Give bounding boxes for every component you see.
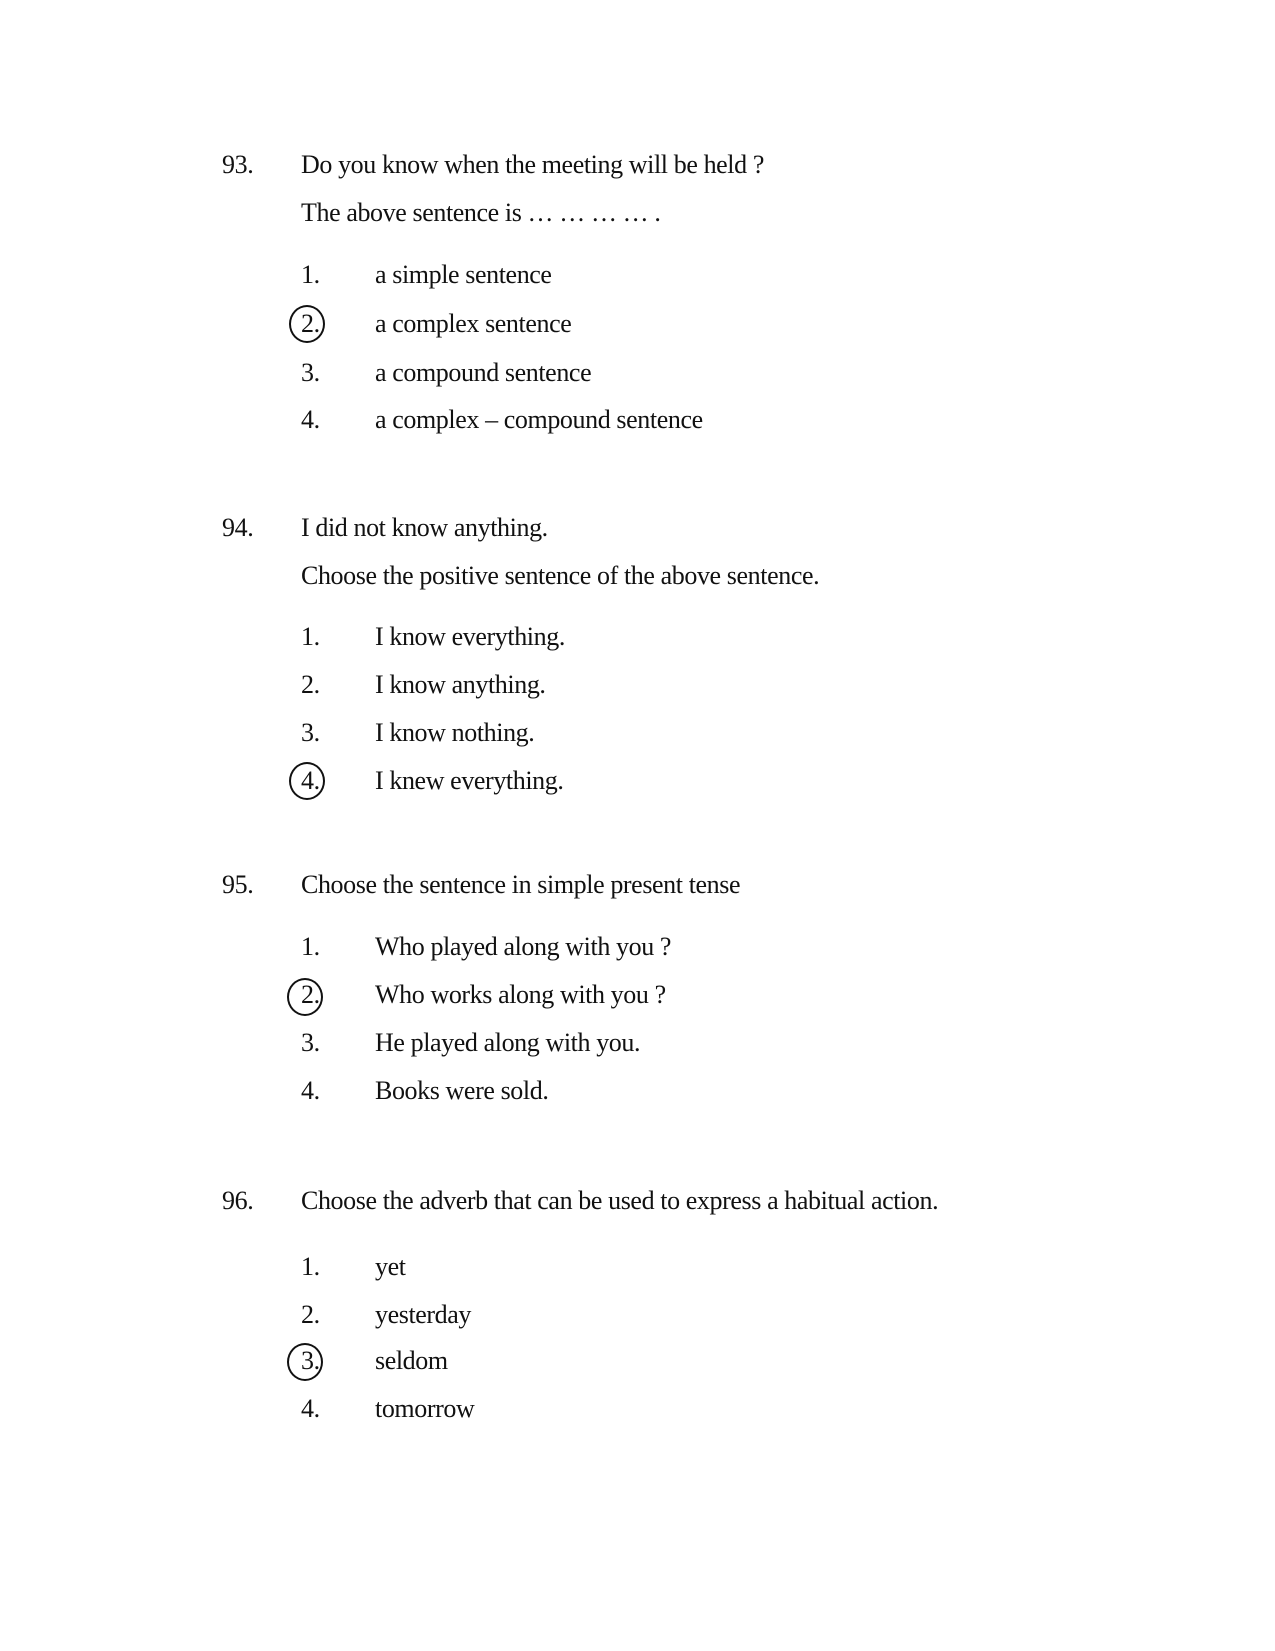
option-text: Who played along with you ? (375, 932, 672, 961)
option-text: Who works along with you ? (375, 980, 666, 1009)
option-number: 1. (301, 1252, 320, 1281)
option-number: 3. (301, 358, 320, 387)
option-number: 4. (301, 405, 320, 434)
option-text: yet (375, 1252, 406, 1281)
option-number: 3. (301, 718, 320, 747)
option-number: 4. (301, 1076, 320, 1105)
option-number: 2. (301, 309, 320, 338)
question-number: 95. (222, 870, 254, 899)
option-number: 2. (301, 1300, 320, 1329)
option-text: He played along with you. (375, 1028, 641, 1057)
option-text: I know anything. (375, 670, 546, 699)
option-number: 2. (301, 670, 320, 699)
option-text: seldom (375, 1346, 448, 1375)
option-number: 1. (301, 622, 320, 651)
option-number: 1. (301, 260, 320, 289)
option-text: Books were sold. (375, 1076, 549, 1105)
option-text: a simple sentence (375, 260, 552, 289)
option-text: I knew everything. (375, 766, 564, 795)
question-prompt: Choose the positive sentence of the above sentence. (301, 561, 820, 590)
option-number: 4. (301, 766, 320, 795)
question-prompt: The above sentence is … … … … . (301, 198, 661, 227)
option-text: a complex sentence (375, 309, 572, 338)
question-stem: Do you know when the meeting will be held ? (301, 150, 764, 179)
question-number: 94. (222, 513, 254, 542)
question-stem: Choose the adverb that can be used to express a habitual action. (301, 1186, 939, 1215)
question-stem: Choose the sentence in simple present tense (301, 870, 741, 899)
option-text: yesterday (375, 1300, 472, 1329)
option-number: 1. (301, 932, 320, 961)
question-number: 96. (222, 1186, 254, 1215)
option-number: 2. (301, 980, 320, 1009)
question-stem: I did not know anything. (301, 513, 548, 542)
option-text: I know everything. (375, 622, 565, 651)
option-number: 3. (301, 1028, 320, 1057)
option-text: I know nothing. (375, 718, 535, 747)
option-number: 4. (301, 1394, 320, 1423)
option-number: 3. (301, 1346, 320, 1375)
option-text: tomorrow (375, 1394, 475, 1423)
option-text: a complex – compound sentence (375, 405, 703, 434)
question-number: 93. (222, 150, 254, 179)
option-text: a compound sentence (375, 358, 592, 387)
